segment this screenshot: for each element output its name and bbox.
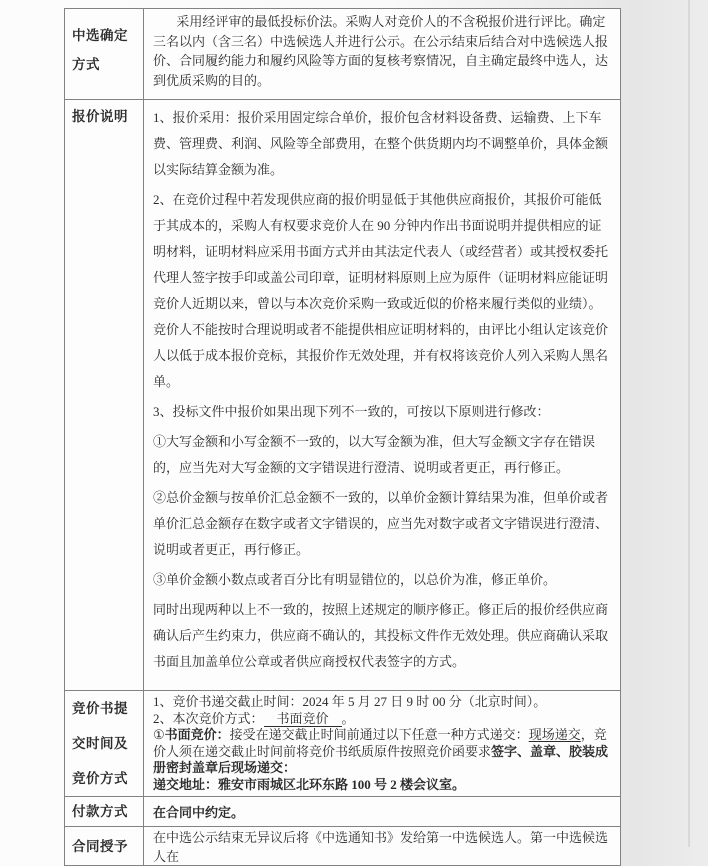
submission-row	[65, 691, 621, 797]
quotation-paragraph-5: ②总价金额与按单价汇总金额不一致的，以单价金额计算结果为准，但单价或者单价汇总金额存在数字或者文字错误的，应当先对数字或者文字错误进行澄清、说明或者更正，再行修正。	[153, 490, 609, 557]
contract-award-header: 合同授予	[65, 827, 144, 866]
submission-content	[144, 691, 621, 797]
payment-header: 付款方式	[65, 797, 144, 827]
written-text-2: ，竞价人须在递交截止时间前将竞价书纸质原件按照竞价函要求	[153, 727, 607, 759]
quotation-notes-row	[65, 100, 621, 691]
submission-header: 竞价书提交时间及竞价方式	[65, 691, 144, 797]
onsite-delivery-underlined: 现场递交	[528, 727, 581, 742]
quotation-paragraph-6: ③单价金额小数点或者百分比有明显错位的，以总价为准，修正单价。	[153, 572, 557, 587]
selection-method-row	[65, 9, 621, 100]
bidding-terms-table	[64, 8, 621, 866]
written-bold-label: 书面竞价：	[164, 727, 230, 742]
method-value-underlined: 书面竞价	[264, 711, 342, 727]
quotation-notes-header: 报价说明	[65, 100, 144, 691]
contract-award-row	[65, 827, 621, 866]
payment-row	[65, 797, 621, 827]
quotation-paragraph-7: 同时出现两种以上不一致的，按照上述规定的顺序修正。修正后的报价经供应商确认后产生约束力，供应商不确认的，其投标文件作无效处理。供应商确认采取书面且加盖单位公章或者供应商授权代表签字的方式。	[153, 602, 609, 669]
selection-method-header: 中选确定方式	[65, 9, 144, 100]
quotation-paragraph-4: ①大写金额和小写金额不一致的，以大写金额为准，但大写金额文字存在错误的，应当先对大写金额的文字错误进行澄清、说明或者更正，再行修正。	[153, 434, 596, 475]
submission-deadline-line: 1、竞价书递交截止时间：2024 年 5 月 27 日 9 时 00 分（北京时间）。	[153, 694, 547, 709]
selection-method-paragraph: 采用经评审的最低投标价法。采购人对竞价人的不含税报价进行评比。确定三名以内（含三名）中选候选人并进行公示。在公示结束后结合对中选候选人报价、合同履约能力和履约风险等方面的复核考察情况，自主确定最终中选人，达到优质采购的目的。	[153, 14, 609, 88]
quotation-notes-content	[144, 100, 621, 691]
payment-content: 在合同中约定。	[144, 797, 621, 827]
submission-method-line	[153, 711, 612, 728]
quotation-paragraph-2: 2、在竞价过程中若发现供应商的报价明显低于其他供应商报价，其报价可能低于其成本的，采购人有权要求竞价人在 90 分钟内作出书面说明并提供相应的证明材料，证明材料应采用书面方式并由其法定代表人（或经营者）或其授权委托代理人签字按手印或盖公司印章，证明材料原则上应为原件（证明材料应能证明竞价人近期以来，曾以与本次竞价采购一致或近似的价格来履行类似的业绩）。竞价人不能按时合理说明或者不能提供相应证明材料的，由评比小组认定该竞价人以低于成本报价竞标，其报价作无效处理，并有权将该竞价人列入采购人黑名单。	[153, 192, 609, 389]
delivery-address-line: 递交地址：雅安市雨城区北环东路 100 号 2 楼会议室。	[153, 776, 466, 792]
method-prefix: 2、本次竞价方式：	[153, 710, 264, 726]
quotation-paragraph-1: 1、报价采用：报价采用固定综合单价，报价包含材料设备费、运输费、上下车费、管理费、利润、风险等全部费用，在整个供货期内均不调整单价，具体金额以实际结算金额为准。	[153, 110, 609, 177]
written-bold-requirements: 签字、盖章、胶装成册密封盖章后现场递交：	[153, 743, 609, 775]
contract-award-content: 在中选公示结束无异议后将《中选通知书》发给第一中选候选人。第一中选候选人在	[144, 827, 621, 866]
written-bid-paragraph	[153, 727, 612, 777]
quotation-paragraph-3: 3、投标文件中报价如果出现下列不一致的，可按以下原则进行修改：	[153, 404, 550, 419]
method-suffix: 。	[341, 710, 355, 726]
selection-method-content	[144, 9, 621, 100]
written-text: 接受在递交截止时间前通过以下任意一种方式递交：	[229, 727, 529, 742]
written-marker: ①	[153, 727, 165, 742]
page-edge-shadow	[688, 0, 690, 847]
